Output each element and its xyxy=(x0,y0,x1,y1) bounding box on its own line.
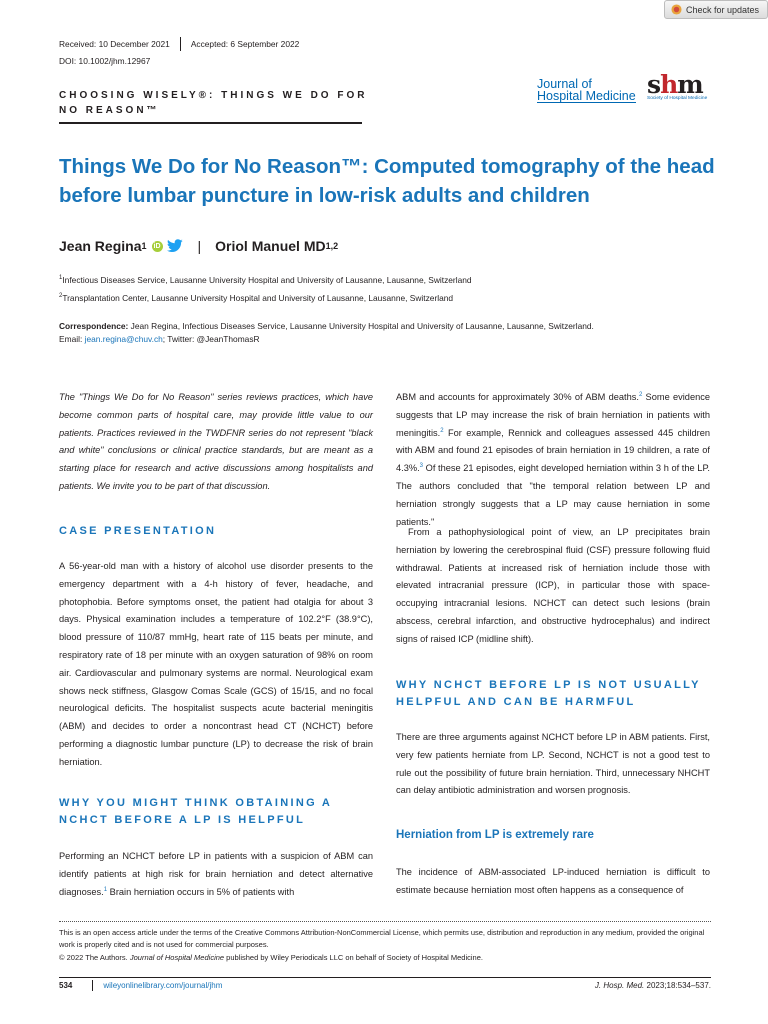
article-category: CHOOSING WISELY®: THINGS WE DO FOR NO REASON™ xyxy=(59,90,368,116)
body-paragraph xyxy=(396,389,710,531)
affiliation xyxy=(59,275,472,285)
series-intro: The "Things We Do for No Reason" series reviews practices, which have become common parts of hospital care, may provide little value to our patients. Practices reviewed in the TWDFNR series do not represent "black and white" conclusions or clinical practice standards, but are meant as a starting place for research and active discussions among hospitalists and patients. We invite you to be part of that discussion. xyxy=(59,392,373,491)
divider xyxy=(180,37,181,51)
divider xyxy=(59,977,711,978)
body-paragraph: The incidence of ABM-associated LP-induced herniation is difficult to estimate because herniation most often happens as a consequence of xyxy=(396,867,710,895)
shm-logo xyxy=(647,70,711,101)
author-affil-sup: 1 xyxy=(141,241,147,251)
license-text: This is an open access article under the terms of the Creative Commons Attribution-NonCommercial License, which permits use, distribution and reproduction in any medium, provided the original work is properly cited and is not used for commercial purposes. xyxy=(59,928,705,950)
body-paragraph xyxy=(59,848,373,901)
divider xyxy=(59,921,711,922)
twitter-icon[interactable] xyxy=(166,239,184,253)
citation-ref[interactable]: 2 xyxy=(638,391,643,398)
section-heading: CASE PRESENTATION xyxy=(59,525,217,537)
text-run: published by Wiley Periodicals LLC on behalf of Society of Hospital Medicine. xyxy=(224,952,483,962)
crossmark-icon xyxy=(671,4,682,15)
body-paragraph: From a pathophysiological point of view, an LP precipitates brain herniation by lowering the cerebrospinal fluid (CSF) pressure following fluid withdrawal. Patients at increased risk of herniation include those with elevated intracranial pressure (ICP), in particular those with space-occupying intracranial lesions. NCHCT can detect such lesions (brain abscess, cerebral infarction, and obstructive hydrocephalus) and indirect signs of raised ICP (midline shift). xyxy=(396,527,710,644)
author-name: Oriol Manuel MD xyxy=(215,238,326,254)
affiliation-number: 1 xyxy=(59,275,63,282)
divider xyxy=(92,980,93,991)
received-date: Received: 10 December 2021 xyxy=(59,39,170,49)
citation-ref[interactable]: 2 xyxy=(440,427,444,434)
correspondence xyxy=(59,320,719,346)
citation-ref[interactable]: 3 xyxy=(419,463,423,470)
section-heading: WHY NCHCT BEFORE LP IS NOT USUALLY HELPFUL AND CAN BE HARMFUL xyxy=(396,679,701,708)
citation-ref[interactable]: 1 xyxy=(103,886,108,893)
citation xyxy=(595,981,711,990)
journal-url-link[interactable]: wileyonlinelibrary.com/journal/jhm xyxy=(103,981,223,990)
left-column xyxy=(59,389,373,496)
text-run: ABM and accounts for approximately 30% of ABM deaths. xyxy=(396,392,639,402)
affiliation-text: Transplantation Center, Lausanne University Hospital and University of Lausanne, Lausanne, Switzerland xyxy=(62,293,454,303)
article-dates xyxy=(59,37,299,51)
subsection-heading: Herniation from LP is extremely rare xyxy=(396,829,594,841)
affiliation xyxy=(59,293,453,303)
citation-volume: 2023;18:534–537. xyxy=(644,981,711,990)
correspondence-label: Correspondence: xyxy=(59,321,129,331)
page-footer xyxy=(59,980,711,991)
affiliation-text: Infectious Diseases Service, Lausanne University Hospital and University of Lausanne, Lausanne, Switzerland xyxy=(62,275,472,285)
doi: DOI: 10.1002/jhm.12967 xyxy=(59,56,151,66)
journal-name: Journal of Hospital Medicine xyxy=(129,952,225,962)
case-paragraph: A 56-year-old man with a history of alcohol use disorder presents to the emergency department with a 4-h history of fever, headache, and photophobia. Before symptoms onset, the patient had otalgia for about 3 days. Physical examination includes a temperature of 102.2°F (38.9°C), blood pressure of 110/87 mmHg, heart rate of 115 beats per minute, and respiratory rate of 18 per minute with an oxygen saturation of 98% on room air. Cardiovascular and pulmonary systems are normal. Neurological exam shows neck stiffness, Glasgow Comas Scale (GCS) of 15/15, and no focal neurological deficits. The hospitalist suspects acute bacterial meningitis (ABM) and decides to order a noncontrast head CT (NCHCT) before performing a diagnostic lumbar puncture (LP) to decrease the risk of brain herniation. xyxy=(59,561,373,767)
section-heading: WHY YOU MIGHT THINK OBTAINING A NCHCT BEFORE A LP IS HELPFUL xyxy=(59,797,332,826)
text-run: Brain herniation occurs in 5% of patients with xyxy=(107,886,295,897)
check-updates-label: Check for updates xyxy=(686,4,760,15)
body-paragraph: There are three arguments against NCHCT before LP in ABM patients. First, very few patients herniate from LP. Second, NCHCT is not a good test to rule out the possibility of future brain herniation. Third, unnecessary NHCHT can delay antibiotic administration and worsen prognosis. xyxy=(396,732,710,796)
text-run: Of these 21 episodes, eight developed herniation within 3 h of the LP. The authors concluded that "the temporal relation between LP and herniation strongly suggests that a LP may cause herniation in some patients." xyxy=(396,463,710,527)
license-notice xyxy=(59,927,711,964)
shm-logo-subtitle: Society of Hospital Medicine xyxy=(647,96,708,101)
article-title: Things We Do for No Reason™: Computed tomography of the head before lumbar puncture in low-risk adults and children xyxy=(59,155,715,207)
check-for-updates-button[interactable] xyxy=(664,0,768,19)
journal-logo-line1: Journal of xyxy=(537,77,592,91)
author-list xyxy=(59,238,338,254)
author-affil-sup: 1,2 xyxy=(325,241,339,251)
journal-logo xyxy=(537,78,636,103)
twitter-handle: ; Twitter: @JeanThomasR xyxy=(162,334,260,344)
text-run: Some evidence suggests that LP may increase the risk of brain herniation in patients with meningitis. xyxy=(396,392,710,438)
copyright-line xyxy=(59,952,711,964)
page-number: 534 xyxy=(59,981,73,990)
shm-logo-mark: shm xyxy=(647,70,703,99)
journal-logo-line2: Hospital Medicine xyxy=(537,89,636,103)
text-run: For example, Rennick and colleagues assessed 445 children with ABM and found 21 episodes of brain herniation in 19 children, a rate of 4.3%. xyxy=(396,427,710,474)
correspondence-text: Jean Regina, Infectious Diseases Service, Lausanne University Hospital and University of Lausanne, Lausanne, Switzerland. xyxy=(128,321,594,331)
text-run: Performing an NCHCT before LP in patients with a suspicion of ABM can identify patients at high risk for brain herniation and detect alternative diagnoses. xyxy=(59,851,373,897)
text-run: © 2022 The Authors. xyxy=(59,952,130,962)
email-label: Email: xyxy=(59,334,85,344)
email-link[interactable]: jean.regina@chuv.ch xyxy=(84,334,163,344)
affiliation-number: 2 xyxy=(59,293,63,300)
orcid-icon[interactable]: iD xyxy=(153,242,161,250)
accepted-date: Accepted: 6 September 2022 xyxy=(190,39,300,49)
citation-journal: J. Hosp. Med. xyxy=(594,981,645,990)
divider xyxy=(59,122,362,124)
author-separator: | xyxy=(197,238,202,254)
author-name: Jean Regina xyxy=(59,238,142,254)
